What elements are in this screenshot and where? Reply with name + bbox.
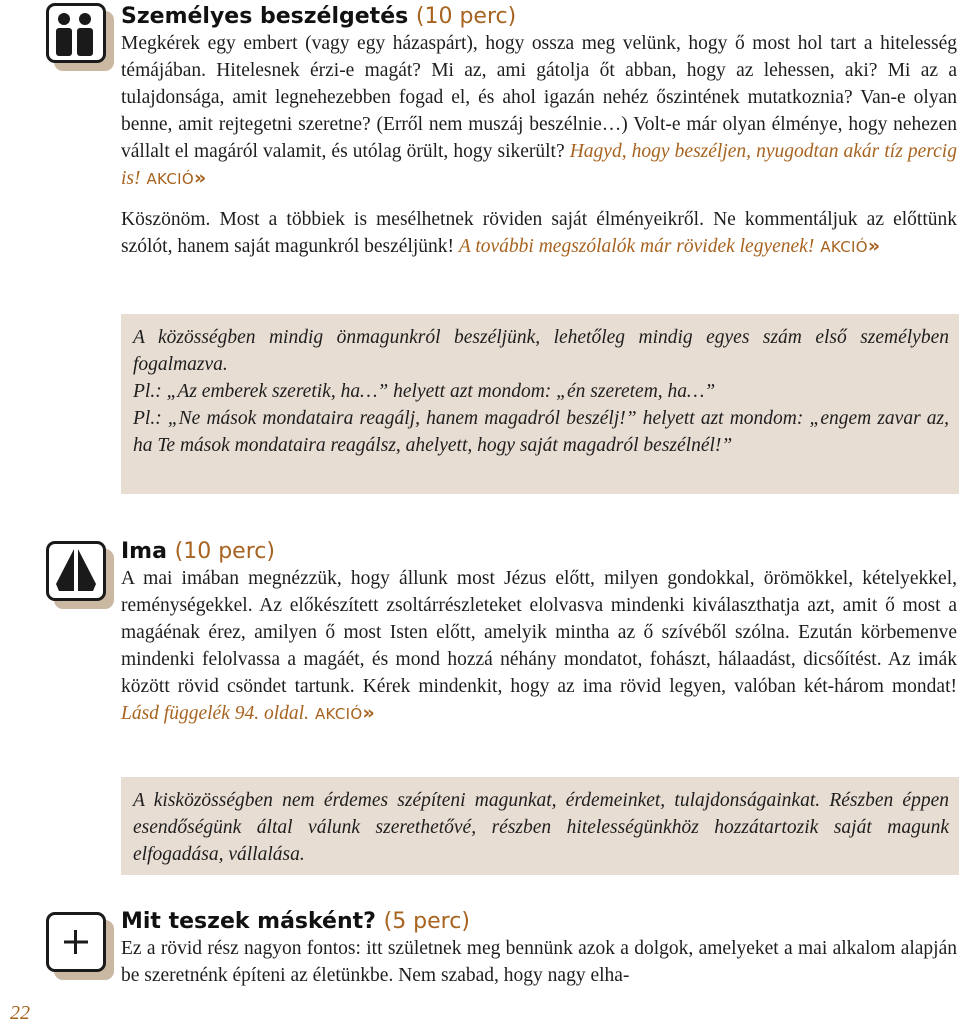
akcio-label: AKCIÓ xyxy=(314,705,363,723)
arrow-icon: » xyxy=(193,167,207,189)
section-heading xyxy=(121,4,957,30)
section-prayer xyxy=(121,539,957,728)
heading-time: (10 perc) xyxy=(415,4,517,29)
people-icon xyxy=(46,3,106,63)
people-icon-badge xyxy=(46,3,116,73)
section-what-i-change xyxy=(121,909,957,989)
section-heading xyxy=(121,539,957,565)
praying-hands-icon xyxy=(46,541,106,601)
plus-icon xyxy=(46,912,106,972)
akcio-marker xyxy=(820,235,881,257)
akcio-marker xyxy=(146,167,207,189)
praying-hands-icon-badge xyxy=(46,541,116,611)
akcio-marker xyxy=(314,702,376,724)
plus-icon-badge xyxy=(46,912,116,982)
paragraph-text: A mai imában megnézzük, hogy állunk most Jézus előtt, milyen gondokkal, örömökkel, kételyekkel, reménységekkel. Az előkészített zsoltárrészleteket elolvasva mindenki kiválaszthatja azt, amit ő most a magáénak érez, amilyen ő most Isten előtt, amelyik mintha az ő szívéből szólna. Ezután körbemenve mindenki felolvassa a magáét, és mond hozzá néhány mondatot, fohászt, hálaadást, dicsőítést. Az imák között rövid csöndet tartunk. Kérek mindenkit, hogy az ima rövid legyen, valóban két-három mondat! xyxy=(121,568,957,697)
instruction-text: A további megszólalók már rövidek legyenek! xyxy=(458,236,815,257)
note-line: Pl.: „Ne mások mondataira reagálj, hanem magadról beszélj!” helyett azt mondom: „engem zavar az, ha Te mások mondataira reagálsz, ahelyett, hogy saját magadról beszélnél!” xyxy=(133,408,949,456)
paragraph xyxy=(121,935,957,989)
paragraph xyxy=(121,206,957,261)
note-line: A közösségben mindig önmagunkról beszéljünk, lehetőleg mindig egyes szám első személyben fogalmazva. xyxy=(133,327,949,375)
page-number: 22 xyxy=(10,1002,30,1024)
akcio-label: AKCIÓ xyxy=(820,238,868,256)
arrow-icon: » xyxy=(362,702,376,724)
section-heading xyxy=(121,909,957,935)
paragraph xyxy=(121,30,957,193)
paragraph-text: Megkérek egy embert (vagy egy házaspárt), hogy ossza meg velünk, hogy ő most hol tart a hitelesség témájában. Hitelesnek érzi-e magát? Mi az, ami gátolja őt abban, hogy az lehessen, aki? Mi az a tulajdonsága, amit legnehezebben fogad el, és ahol igazán nehéz őszintének mutatkoznia? Van-e olyan benne, amit rejtegetni szeretne? (Erről nem muszáj beszélnie…) Volt-e már olyan élménye, hogy nehezen vállalt el magáról valamit, és utólag örült, hogy sikerült? xyxy=(121,33,957,162)
note-line: Pl.: „Az emberek szeretik, ha…” helyett azt mondom: „én szeretem, ha…” xyxy=(133,381,716,402)
note-box xyxy=(121,777,959,875)
heading-title: Mit teszek másként? xyxy=(121,909,376,934)
heading-time: (5 perc) xyxy=(383,909,470,934)
heading-time: (10 perc) xyxy=(174,539,275,564)
paragraph-text: Ez a rövid rész nagyon fontos: itt születnek meg bennünk azok a dolgok, amelyeket a mai alkalom alapján be szeretnénk építeni az életünkbe. Nem szabad, hogy nagy elha- xyxy=(121,938,957,986)
heading-title: Ima xyxy=(121,539,167,564)
appendix-reference: Lásd függelék 94. oldal. xyxy=(121,703,309,724)
note-line: A kisközösségben nem érdemes szépíteni magunkat, érdemeinket, tulajdonságainkat. Részben éppen esendőségünk által válunk szerethetővé, részben hitelességünkhöz hozzátartozik saját magunk elfogadása, vállalása. xyxy=(133,790,949,865)
paragraph xyxy=(121,565,957,728)
instruction-text: Hagyd, hogy beszéljen, nyugodtan akár tíz percig is! xyxy=(121,141,957,189)
heading-title: Személyes beszélgetés xyxy=(121,4,409,29)
section-personal-talk xyxy=(121,4,957,261)
arrow-icon: » xyxy=(867,235,881,257)
paragraph-text: Köszönöm. Most a többiek is mesélhetnek röviden saját élményeikről. Ne kommentáljuk az előttünk szólót, hanem saját magunkról beszéljünk! xyxy=(121,209,957,257)
akcio-label: AKCIÓ xyxy=(146,170,194,188)
note-box xyxy=(121,314,959,494)
